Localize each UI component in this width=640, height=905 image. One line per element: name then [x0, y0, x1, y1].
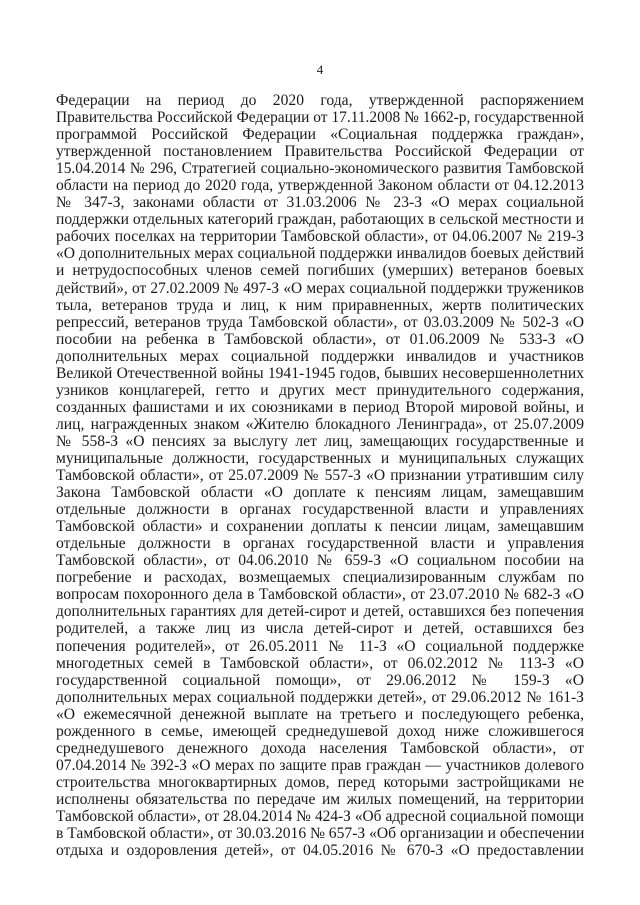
text-line: многодетных семей в Тамбовской области», от 06.02.2012 № 113-З «О [56, 654, 584, 672]
text-line: «О ежемесячной денежной выплате на третьего и последующего ребенка, [56, 705, 584, 723]
text-line: отдельные должности в органах государственной власти и управления [56, 535, 584, 553]
text-line: в Тамбовской области», от 30.03.2016 № 657-З «Об организации и обеспечении [56, 825, 585, 843]
text-line: отдельные должности в органах государственной власти и управлениях [56, 501, 584, 519]
text-line: строительства многоквартирных домов, перед которыми застройщиками не [56, 773, 584, 791]
text-line: № 347-З, законами области от 31.03.2006 № 23-З «О мерах социальной [56, 194, 584, 212]
text-line: области на период до 2020 года, утвержденной Законом области от 04.12.2013 [56, 177, 584, 195]
text-line: Закона Тамбовской области «О доплате к пенсиям лицам, замещавшим [56, 484, 584, 502]
text-line: исполнены обязательства по передаче им жилых помещений, на территории [56, 790, 584, 808]
page-number: 4 [316, 62, 324, 77]
text-line: Тамбовской области» и сохранении доплаты к пенсии лицам, замещавшим [56, 518, 584, 536]
text-line: родителей, а также лиц из числа детей-сирот и детей, оставшихся без [56, 620, 584, 638]
text-line: Тамбовской области», от 28.04.2014 № 424-З «Об адресной социальной помощи [56, 807, 584, 825]
text-line: лиц, награжденных знаком «Жителю блокадного Ленинграда», от 25.07.2009 [56, 415, 584, 433]
text-line: действий», от 27.02.2009 № 497-З «О мерах социальной поддержки тружеников [56, 279, 584, 297]
text-line: 07.04.2014 № 392-З «О мерах по защите прав граждан — участников долевого [56, 756, 584, 774]
text-line: муниципальные должности, государственных и муниципальных служащих [56, 449, 584, 467]
text-line: № 558-З «О пенсиях за выслугу лет лиц, замещающих государственные и [56, 432, 584, 450]
text-line: Великой Отечественной войны 1941-1945 годов, бывших несовершеннолетних [56, 364, 584, 382]
text-line: 15.04.2014 № 296, Стратегией социально-экономического развития Тамбовской [56, 160, 584, 178]
text-line: поддержки отдельных категорий граждан, работающих в сельской местности и [56, 211, 584, 229]
text-line: среднедушевого денежного дохода населения Тамбовской области», от [56, 739, 584, 757]
text-line: попечения родителей», от 26.05.2011 № 11-З «О социальной поддержке [56, 637, 584, 655]
text-line: дополнительных мерах социальной поддержки детей», от 29.06.2012 № 161-З [56, 688, 584, 706]
document-body [56, 92, 584, 859]
text-line: рабочих поселках на территории Тамбовской области», от 04.06.2007 № 219-З [56, 228, 584, 246]
text-line: Правительства Российской Федерации от 17.11.2008 № 1662-р, государственной [56, 109, 584, 127]
text-line: Федерации на период до 2020 года, утвержденной распоряжением [56, 92, 584, 109]
text-line: пособии на ребенка в Тамбовской области», от 01.06.2009 № 533-З «О [56, 330, 584, 348]
text-line: тыла, ветеранов труда и лиц, к ним приравненных, жертв политических [56, 296, 584, 314]
text-line: утвержденной постановлением Правительства Российской Федерации от [56, 143, 584, 161]
text-line: и нетрудоспособных членов семей погибших (умерших) ветеранов боевых [56, 262, 584, 280]
text-line: отдыха и оздоровления детей», от 04.05.2016 № 670-З «О предоставлении [56, 842, 584, 860]
text-line: государственной социальной помощи», от 29.06.2012 № 159-З «О [56, 671, 584, 689]
text-line: погребение и расходах, возмещаемых специализированным службам по [56, 569, 584, 587]
text-line: Тамбовской области», от 04.06.2010 № 659-З «О социальном пособии на [56, 552, 584, 570]
text-line: узников концлагерей, гетто и других мест принудительного содержания, [56, 381, 584, 399]
text-line: Тамбовской области», от 25.07.2009 № 557-З «О признании утратившим силу [56, 467, 584, 485]
text-line: вопросам похоронного дела в Тамбовской области», от 23.07.2010 № 682-З «О [56, 586, 584, 604]
text-line: репрессий, ветеранов труда Тамбовской области», от 03.03.2009 № 502-З «О [56, 313, 584, 331]
text-line: дополнительных мерах социальной поддержки инвалидов и участников [56, 347, 584, 365]
text-line: дополнительных гарантиях для детей-сирот и детей, оставшихся без попечения [56, 603, 584, 621]
text-line: рожденного в семье, имеющей среднедушевой доход ниже сложившегося [56, 722, 584, 740]
text-line: «О дополнительных мерах социальной поддержки инвалидов боевых действий [56, 245, 584, 263]
text-line: программой Российской Федерации «Социальная поддержка граждан», [56, 126, 584, 144]
text-line: созданных фашистами и их союзниками в период Второй мировой войны, и [56, 398, 584, 416]
